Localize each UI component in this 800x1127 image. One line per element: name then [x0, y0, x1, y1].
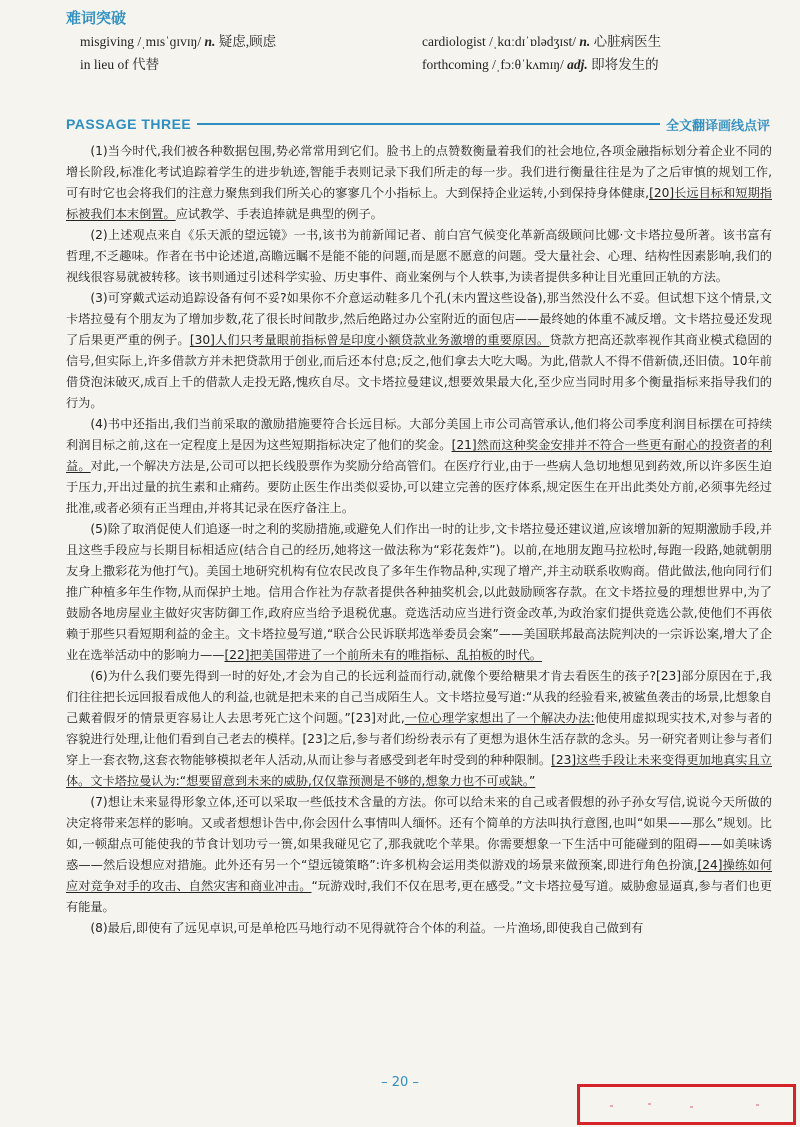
vocab-word: in lieu of: [80, 57, 129, 72]
paragraph: [66, 918, 772, 939]
stamp-mark: [690, 1106, 693, 1108]
underlined-sentence: [24]操练如何应对竞争对手的攻击、自然灾害和商业冲击。: [66, 858, 772, 893]
paragraph: [66, 414, 772, 519]
vocab-entry: [422, 30, 720, 50]
text-segment: (8)最后,即使有了远见卓识,可是单枪匹马地行动不见得就符合个体的利益。一片渔场,即使我自己做到有: [90, 921, 644, 935]
passage-header: [66, 113, 770, 135]
text-segment: (6)为什么我们要先得到一时的好处,才会为自己的长远利益而行动,就像个要给糖果才肯去看医生的孩子?: [90, 669, 657, 683]
page-number: – 20 –: [381, 1075, 419, 1090]
vocab-meaning: 代替: [132, 57, 160, 72]
vocab-phonetic: /ˌmɪsˈɡɪvɪŋ/: [137, 34, 202, 49]
text-segment: (4)书中还指出,我们当前采取的激励措施要符合长远目标。大部分美国上市公司高管承认,他们将公司季度利润目标摆在可持续利润目标之前,这在一定程度上是因为这些短期指标决定了他们的奖金。: [66, 417, 772, 452]
vocab-section-title: 难词突破: [66, 9, 127, 27]
vocab-list: [80, 30, 720, 73]
stamp-mark: [756, 1104, 759, 1106]
underlined-sentence: 一位心理学家想出了一个解决办法:: [404, 711, 595, 725]
vocab-word: cardiologist: [422, 34, 486, 49]
vocab-pos: n.: [204, 34, 216, 49]
vocab-meaning: 心脏病医生: [593, 34, 662, 49]
text-segment: 贷款方把高还款率视作其商业模式稳固的信号,但实际上,许多借款方并未把贷款用于创业,而后还本付息;反之,他们拿去大吃大喝。为此,借款人不得不借新债,还旧债。10年前借贷泡沫破灭,成百上千的借款人走投无路,愧疚自尽。文卡塔拉曼建议,想要效果最大化,至少应当同时用多个衡量指标来指导我们的行为。: [66, 333, 772, 410]
text-segment: (1)当今时代,我们被各种数据包围,势必常常用到它们。脸书上的点赞数衡量着我们的社会地位,各项金融指标划分着企业不同的增长阶段,标准化考试追踪着学生的进步轨迹,智能手表则记录下我们所走的每一步。我们进行衡量往往是为了之后审慎的规划工作,可有时它也会将我们的注意力聚焦到我们所关心的寥寥几个小指标上。大到保持企业运转,小到保持身体健康,: [66, 144, 772, 200]
paragraph: [66, 519, 772, 666]
header-rule: [197, 123, 660, 125]
paragraph: [66, 225, 772, 288]
vocab-meaning: 疑虑,顾虑: [218, 34, 277, 49]
stamp-mark: [648, 1103, 651, 1105]
underlined-sentence: [21]然而这种奖金安排并不符合一些更有耐心的投资者的利益。: [66, 438, 772, 473]
text-segment: [23]部分原因在于,我们往往把长远回报看成他人的利益,也就是把未来的自己当成陌生人。文卡塔拉曼写道:“从我的经验看来,被鲨鱼袭击的场景,比想象自己戴着假牙的情景更容易让人去思考死亡这个问题。”[23]对此,: [66, 669, 772, 725]
vocab-pos: n.: [579, 34, 591, 49]
vocab-phonetic: /ˌfɔːθˈkʌmɪŋ/: [492, 57, 564, 72]
translation-body: [66, 141, 772, 939]
text-segment: (7)想让未来显得形象立体,还可以采取一些低技术含量的方法。你可以给未来的自己或者假想的孙子孙女写信,说说今天所做的决定将带来怎样的影响。又或者想想讣告中,你会因什么事情叫人缅怀。还有个简单的方法叫执行意图,也叫“如果——那么”规划。比如,一顿甜点可能使我的节食计划功亏一篑,如果我碰见它了,那我就吃个苹果。你需要想象一下生活中可能碰到的阻碍——如美味诱惑——然后设想应对措施。此外还有另一个“望远镜策略”:许多机构会运用类似游戏的场景来做预案,即进行角色扮演,: [66, 795, 772, 872]
text-segment: 他使用虚拟现实技术,对参与者的容貌进行处理,让他们看到自己老去的模样。[23]之后,参与者们纷纷表示有了更想为退休生活存款的念头。另一研究者则让参与者们穿上一套衣物,这套衣物能够模拟老年人活动,从而让参与者感受到老年时受到的种种限制。: [66, 711, 773, 767]
text-segment: (5)除了取消促使人们追逐一时之利的奖励措施,或避免人们作出一时的让步,文卡塔拉曼还建议道,应该增加新的短期激励手段,并且这些手段应与长期目标相适应(结合自己的经历,她将这一做法称为“彩花轰炸”)。以前,在地朋友跑马拉松时,每跑一段路,她就朝朋友身上撒彩花为他打气)。美国土地研究机构有位农民改良了多年生作物品种,实现了增产,并主动联系收购商。借此做法,他向同行们推广种植多年生作物,从而保护土地。信用合作社为存款者提供各种抽奖机会,以此鼓励顾客存款。在文卡塔拉曼的理想世界中,为了鼓励各地房屋业主做好灾害防御工作,政府应当给予退税优惠。竞选活动应当进行资金改革,为政治家们提供竞选公款,使他们不再依赖于那些只看短期利益的金主。文卡塔拉曼写道,“联合公民诉联邦选举委员会案”——美国联邦最高法院判决的一宗诉讼案,增大了企业在选举活动中的影响力——: [66, 522, 772, 662]
paragraph: [66, 141, 772, 225]
passage-title: PASSAGE THREE: [66, 116, 192, 132]
underlined-sentence: [23]这些手段让未来变得更加地真实且立体。文卡塔拉曼认为:“想要留意到未来的威胁,仅仅靠预测是不够的,想象力也不可或缺。”: [66, 753, 772, 788]
text-segment: 对此,一个解决方法是,公司可以把长线股票作为奖励分给高管们。在医疗行业,由于一些病人急切地想见到药效,所以许多医生迫于压力,开出过量的抗生素和止痛药。要防止医生作出类似妥协,可以建立完善的医疗体系,规定医生在开出此类处方前,必须事先经过批准,或者必须有正当理由,并将其记录在医疗备注上。: [66, 459, 773, 515]
passage-subtitle: 全文翻译画线点评: [665, 118, 770, 134]
underlined-sentence: [30]人们只考量眼前指标曾是印度小额贷款业务激增的重要原因。: [189, 333, 550, 347]
vocab-pos: adj.: [567, 57, 588, 72]
text-segment: (2)上述观点来自《乐天派的望远镜》一书,该书为前新闻记者、前白宫气候变化革新高级顾问比娜·文卡塔拉曼所著。该书富有哲理,不乏趣味。作者在书中论述道,高瞻远瞩不是能不能的问题,而是愿不愿意的问题。受大量社会、心理、结构性因素影响,我们的视线很容易就被转移。该书则通过引述科学实验、历史事件、商业案例与个人轶事,为读者提供多种让目光重回正轨的方法。: [66, 228, 772, 284]
underlined-sentence: [22]把美国带进了一个前所未有的唯指标、乱拍板的时代。: [224, 648, 542, 662]
paragraph: [66, 288, 772, 414]
stamp-box: [577, 1084, 796, 1125]
stamp-mark: [610, 1105, 613, 1107]
vocab-entry: [422, 53, 720, 73]
vocab-word: forthcoming: [422, 57, 489, 72]
text-segment: 应试教学、手表追捧就是典型的例子。: [175, 207, 383, 221]
text-segment: “玩游戏时,我们不仅在思考,更在感受。”文卡塔拉曼写道。威胁愈显逼真,参与者们也更有能量。: [66, 879, 772, 914]
vocab-entry: [80, 53, 422, 73]
vocab-entry: [80, 30, 422, 50]
paragraph: [66, 792, 772, 918]
vocab-meaning: 即将发生的: [591, 57, 659, 72]
text-segment: (3)可穿戴式运动追踪设备有何不妥?如果你不介意运动鞋多几个孔(未内置这些设备),那当然没什么不妥。但试想下这个情景,文卡塔拉曼有个朋友为了增加步数,花了很长时间散步,然后绝路过办公室附近的面包店——最终她的体重不减反增。文卡塔拉曼还发现了后果更严重的例子。: [66, 291, 772, 347]
underlined-sentence: [20]长远目标和短期指标被我们本末倒置。: [66, 186, 772, 221]
vocab-word: misgiving: [80, 34, 135, 49]
paragraph: [66, 666, 772, 792]
vocab-phonetic: /ˌkɑːdɪˈɒlədʒɪst/: [489, 34, 576, 49]
